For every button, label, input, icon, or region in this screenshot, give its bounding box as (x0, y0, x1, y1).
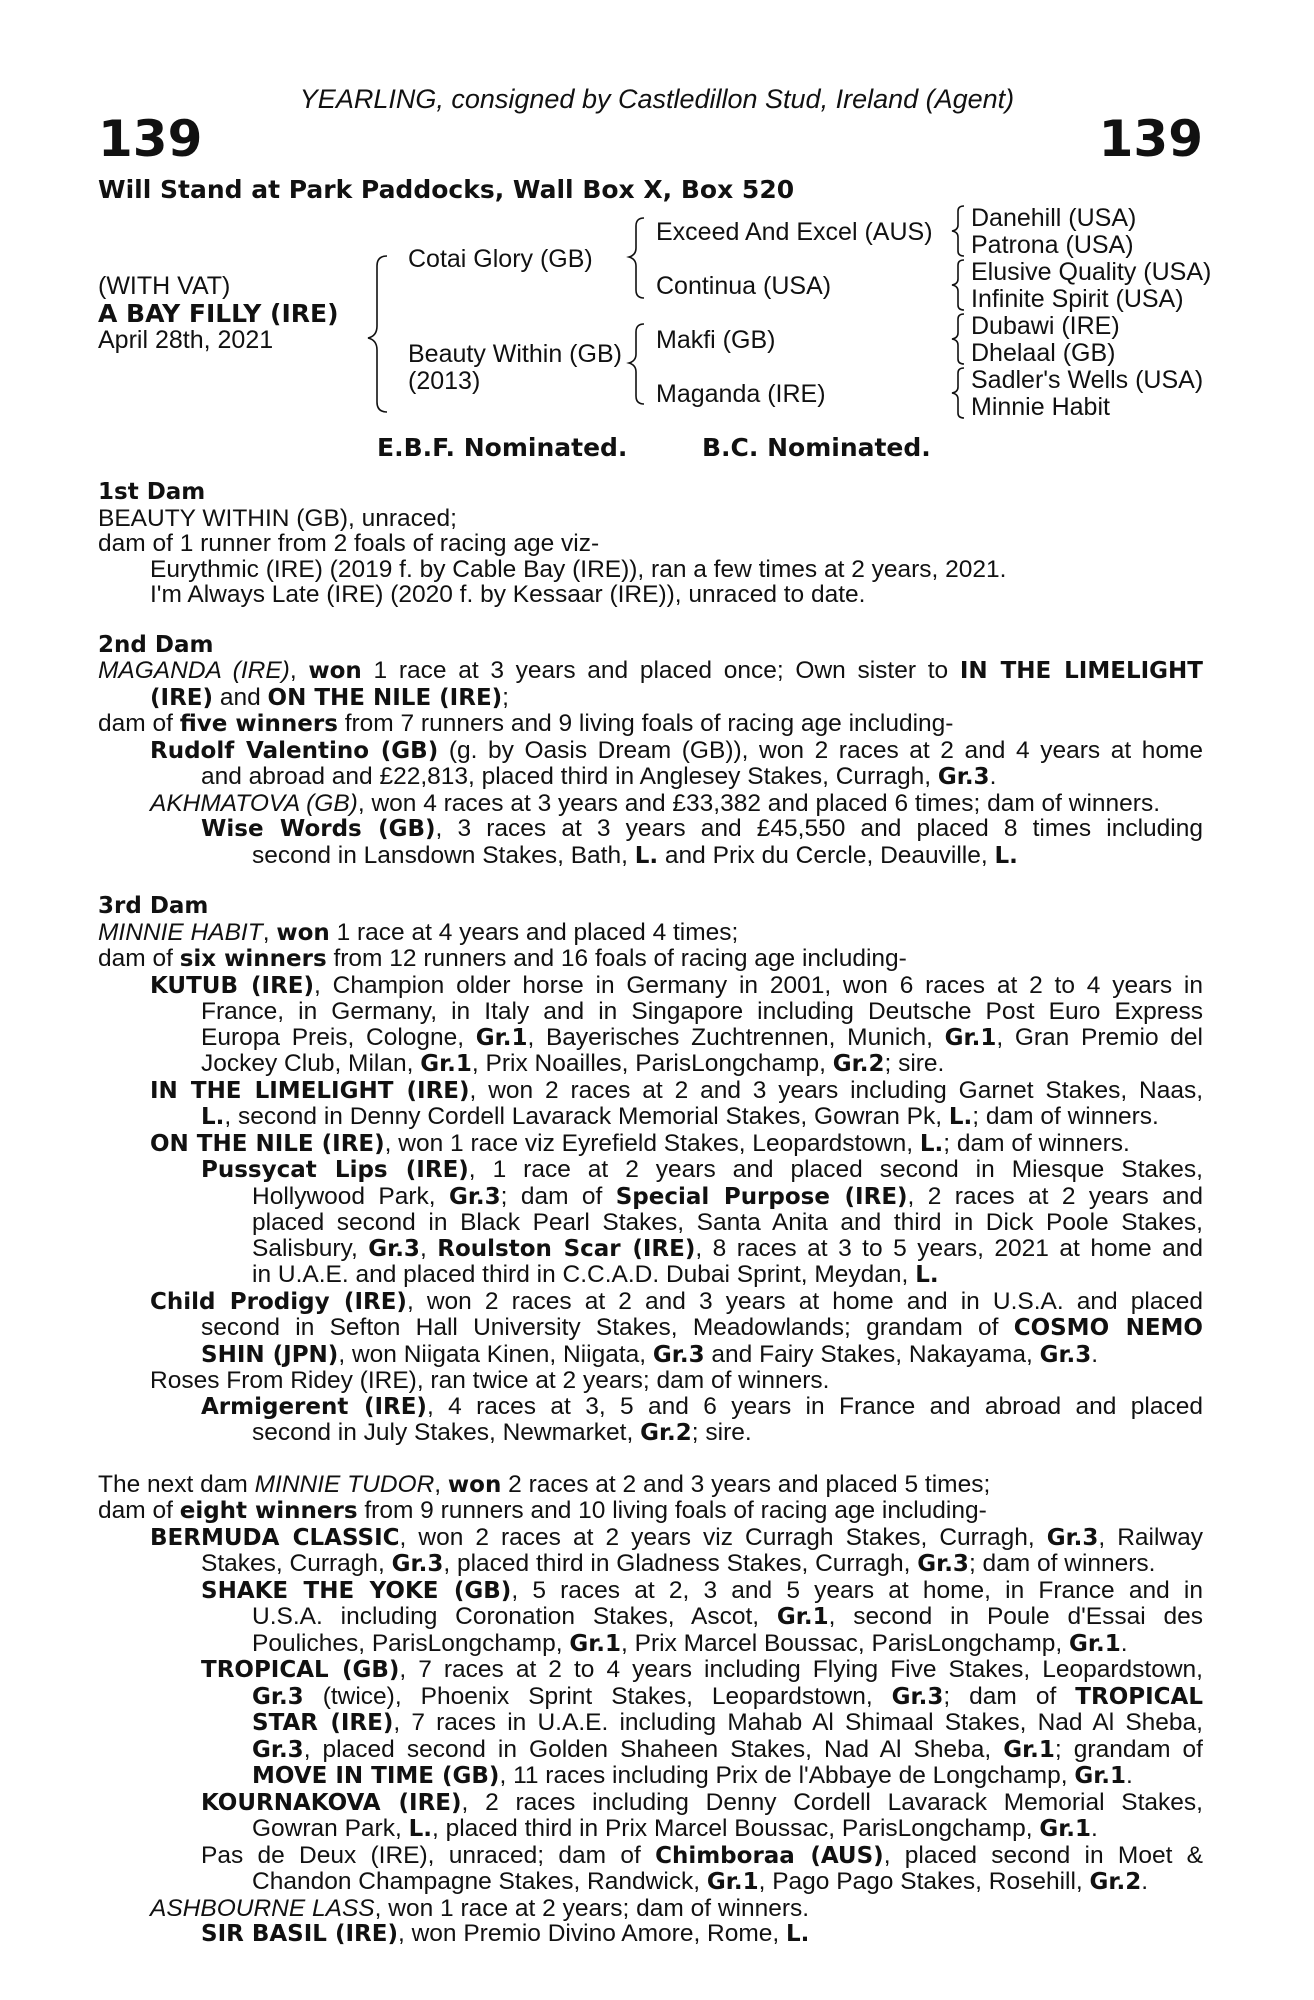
pedigree-dam: Beauty Within (GB) (408, 340, 622, 368)
bracket-main (368, 256, 387, 412)
produce-line: KUTUB (IRE), Champion older horse in Germany in 2001, won 6 races at 2 to 4 years in (150, 971, 1203, 999)
pedigree-g7: Sadler's Wells (USA) (971, 366, 1204, 394)
bracket-g78 (952, 368, 964, 418)
catalogue-body (98, 480, 1203, 1948)
lot-number-right: 139 (1098, 110, 1203, 168)
second-dam-line: (IRE) and ON THE NILE (IRE); (150, 683, 509, 711)
pedigree-dam-dam: Maganda (IRE) (656, 380, 826, 408)
bracket-dam (629, 324, 644, 404)
first-dam-heading: 1st Dam (98, 479, 206, 505)
vat-note: (WITH VAT) (98, 272, 231, 300)
next-dam-line: dam of eight winners from 9 runners and 10 living foals of racing age including- (98, 1497, 987, 1524)
produce-line: Jockey Club, Milan, Gr.1, Prix Noailles, ParisLongchamp, Gr.2; sire. (201, 1050, 945, 1077)
ebf-nomination: E.B.F. Nominated. (377, 433, 628, 462)
pedigree-dam-year: (2013) (408, 367, 481, 395)
pedigree-brackets (0, 0, 1314, 430)
pedigree-g8: Minnie Habit (971, 393, 1110, 421)
produce-line: Europa Preis, Cologne, Gr.1, Bayerisches Zuchtrennen, Munich, Gr.1, Gran Premio del (201, 1023, 1203, 1051)
produce-line: Gr.3, placed second in Golden Shaheen Stakes, Nad Al Sheba, Gr.1; grandam of (252, 1735, 1203, 1763)
produce-line: U.S.A. including Coronation Stakes, Ascot, Gr.1, second in Poule d'Essai des (252, 1603, 1203, 1630)
pedigree-sire-sire: Exceed And Excel (AUS) (656, 218, 933, 246)
second-dam-line: MAGANDA (IRE), won 1 race at 3 years and placed once; Own sister to IN THE LIMELIGHT (98, 657, 1203, 684)
produce-line: ASHBOURNE LASS, won 1 race at 2 years; dam of winners. (150, 1894, 810, 1922)
bracket-g12 (952, 206, 964, 256)
stand-location: Will Stand at Park Paddocks, Wall Box X, Box 520 (98, 175, 795, 204)
produce-line: ON THE NILE (IRE), won 1 race viz Eyrefield Stakes, Leopardstown, L.; dam of winners. (150, 1129, 1130, 1157)
produce-line: Chandon Champagne Stakes, Randwick, Gr.1, Pago Pago Stakes, Rosehill, Gr.2. (252, 1868, 1149, 1895)
consignment-line: YEARLING, consigned by Castledillon Stud, Ireland (Agent) (299, 84, 1015, 114)
produce-line: France, in Germany, in Italy and in Singapore including Deutsche Post Euro Express (201, 998, 1203, 1025)
produce-line: second in July Stakes, Newmarket, Gr.2; sire. (252, 1419, 752, 1446)
produce-line: second in Lansdown Stakes, Bath, L. and Prix du Cercle, Deauville, L. (252, 841, 1018, 869)
first-dam-line: BEAUTY WITHIN (GB), unraced; (98, 504, 457, 532)
third-dam-line: MINNIE HABIT, won 1 race at 4 years and placed 4 times; (98, 918, 739, 946)
third-dam-line: dam of six winners from 12 runners and 16 foals of racing age including- (98, 945, 907, 972)
next-dam-line: The next dam MINNIE TUDOR, won 2 races at 2 and 3 years and placed 5 times; (98, 1470, 991, 1498)
pedigree-g6: Dhelaal (GB) (971, 339, 1116, 367)
lot-number-left: 139 (98, 110, 203, 168)
produce-line: Roses From Ridey (IRE), ran twice at 2 years; dam of winners. (150, 1367, 830, 1394)
produce-line: L., second in Denny Cordell Lavarack Memorial Stakes, Gowran Pk, L.; dam of winners. (201, 1103, 1159, 1130)
produce-line: Salisbury, Gr.3, Roulston Scar (IRE), 8 races at 3 to 5 years, 2021 at home and (252, 1234, 1203, 1262)
produce-line: SHAKE THE YOKE (GB), 5 races at 2, 3 and 5 years at home, in France and in (201, 1576, 1203, 1604)
produce-line: Wise Words (GB), 3 races at 3 years and £45,550 and placed 8 times including (201, 815, 1204, 842)
produce-line: STAR (IRE), 7 races in U.A.E. including Mahab Al Shimaal Stakes, Nad Al Sheba, (252, 1709, 1203, 1736)
pedigree-g5: Dubawi (IRE) (971, 312, 1120, 340)
produce-line: Armigerent (IRE), 4 races at 3, 5 and 6 years in France and abroad and placed (201, 1392, 1203, 1420)
produce-line: Pas de Deux (IRE), unraced; dam of Chimboraa (AUS), placed second in Moet & (201, 1841, 1204, 1869)
produce-line: Hollywood Park, Gr.3; dam of Special Purpose (IRE), 2 races at 2 years and (252, 1182, 1204, 1210)
second-dam-heading: 2nd Dam (98, 631, 214, 658)
first-dam-line: dam of 1 runner from 2 foals of racing age viz- (98, 530, 600, 557)
second-dam-line: dam of five winners from 7 runners and 9 living foals of racing age including- (98, 710, 954, 737)
produce-line: I'm Always Late (IRE) (2020 f. by Kessaar (IRE)), unraced to date. (150, 581, 866, 608)
produce-line: second in Sefton Hall University Stakes, Meadowlands; grandam of COSMO NEMO (201, 1314, 1203, 1341)
bracket-sire (629, 218, 644, 298)
pedigree-g4: Infinite Spirit (USA) (971, 285, 1184, 313)
bc-nomination: B.C. Nominated. (702, 433, 931, 462)
pedigree-dam-sire: Makfi (GB) (656, 326, 776, 354)
pedigree-sire-dam: Continua (USA) (656, 272, 832, 300)
pedigree-sire: Cotai Glory (GB) (408, 245, 593, 273)
produce-line: SHIN (JPN), won Niigata Kinen, Niigata, Gr.3 and Fairy Stakes, Nakayama, Gr.3. (201, 1340, 1099, 1368)
produce-line: Pouliches, ParisLongchamp, Gr.1, Prix Marcel Boussac, ParisLongchamp, Gr.1. (252, 1629, 1128, 1657)
bracket-g34 (952, 260, 964, 310)
lot-subject-name: A BAY FILLY (IRE) (98, 299, 339, 328)
third-dam-heading: 3rd Dam (98, 893, 209, 919)
produce-line: Child Prodigy (IRE), won 2 races at 2 and 3 years at home and in U.S.A. and placed (150, 1287, 1203, 1315)
produce-line: Stakes, Curragh, Gr.3, placed third in Gladness Stakes, Curragh, Gr.3; dam of winners. (201, 1550, 1156, 1577)
produce-line: Rudolf Valentino (GB) (g. by Oasis Dream (GB)), won 2 races at 2 and 4 years at home (150, 736, 1203, 764)
produce-line: SIR BASIL (IRE), won Premio Divino Amore, Rome, L. (201, 1920, 810, 1947)
produce-line: MOVE IN TIME (GB), 11 races including Prix de l'Abbaye de Longchamp, Gr.1. (252, 1762, 1133, 1789)
pedigree-g2: Patrona (USA) (971, 231, 1134, 259)
pedigree-g1: Danehill (USA) (971, 204, 1137, 232)
bracket-g56 (952, 314, 964, 364)
produce-line: placed second in Black Pearl Stakes, Santa Anita and third in Dick Poole Stakes, (252, 1209, 1203, 1236)
produce-line: Gowran Park, L., placed third in Prix Marcel Boussac, ParisLongchamp, Gr.1. (252, 1815, 1098, 1842)
produce-line: Gr.3 (twice), Phoenix Sprint Stakes, Leopardstown, Gr.3; dam of TROPICAL (252, 1682, 1203, 1710)
produce-line: and abroad and £22,813, placed third in Anglesey Stakes, Curragh, Gr.3. (201, 763, 997, 790)
produce-line: AKHMATOVA (GB), won 4 races at 3 years and £33,382 and placed 6 times; dam of winners. (150, 789, 1161, 817)
produce-line: BERMUDA CLASSIC, won 2 races at 2 years viz Curragh Stakes, Curragh, Gr.3, Railway (150, 1523, 1203, 1551)
pedigree-g3: Elusive Quality (USA) (971, 258, 1212, 286)
produce-line: KOURNAKOVA (IRE), 2 races including Denny Cordell Lavarack Memorial Stakes, (201, 1788, 1203, 1816)
produce-line: TROPICAL (GB), 7 races at 2 to 4 years including Flying Five Stakes, Leopardstown, (201, 1656, 1203, 1683)
produce-line: in U.A.E. and placed third in C.C.A.D. Dubai Sprint, Meydan, L. (252, 1261, 939, 1288)
produce-line: IN THE LIMELIGHT (IRE), won 2 races at 2 and 3 years including Garnet Stakes, Naas, (150, 1076, 1203, 1104)
foaling-date: April 28th, 2021 (98, 326, 274, 354)
produce-line: Pussycat Lips (IRE), 1 race at 2 years and placed second in Miesque Stakes, (201, 1156, 1203, 1183)
produce-line: Eurythmic (IRE) (2019 f. by Cable Bay (IRE)), ran a few times at 2 years, 2021. (150, 555, 1007, 583)
